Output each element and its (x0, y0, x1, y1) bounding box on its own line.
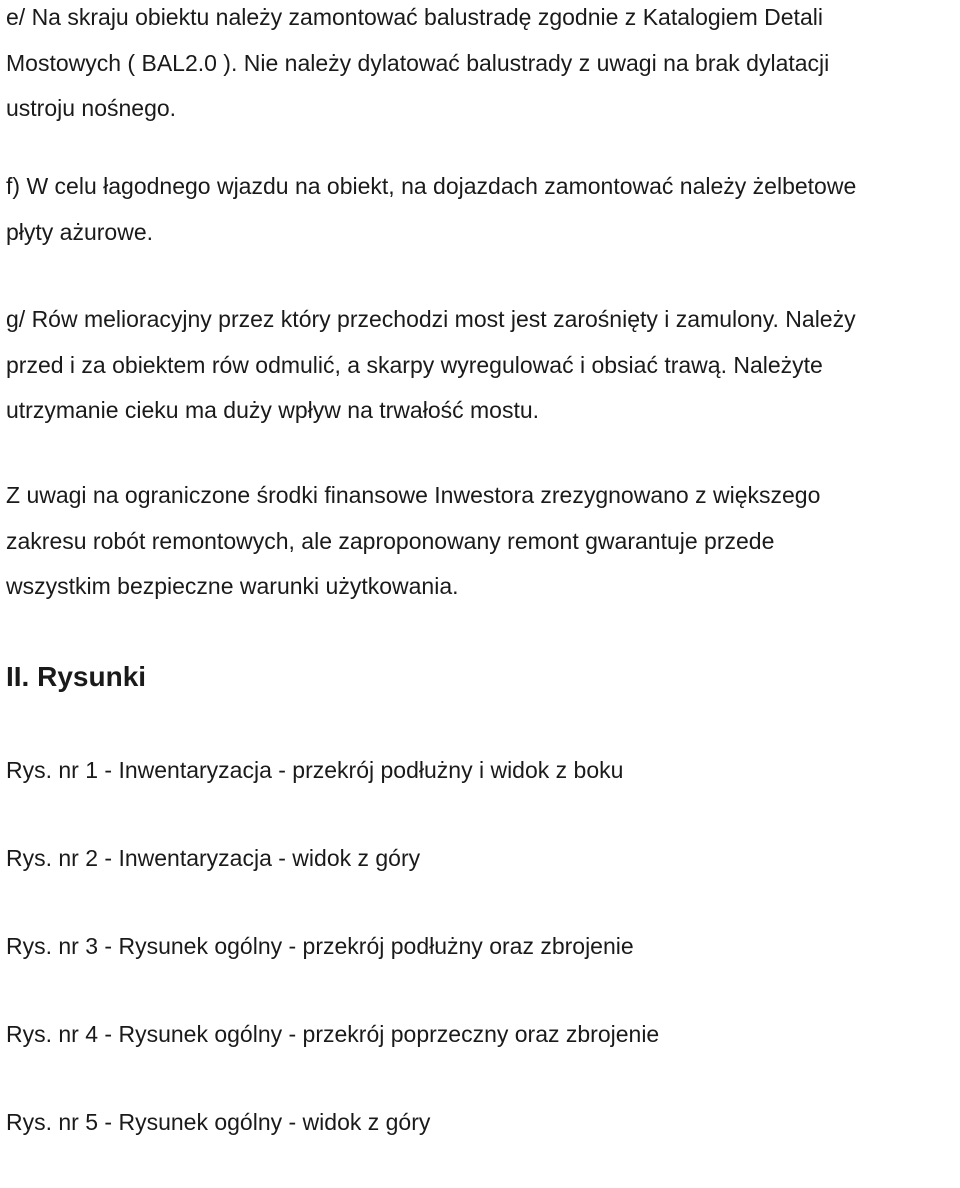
paragraph-line: płyty ażurowe. (6, 218, 154, 245)
paragraph-e-balustrade (6, 0, 829, 132)
paragraph-line: f) W celu łagodnego wjazdu na obiekt, na dojazdach zamontować należy żelbetowe (6, 173, 857, 199)
figure-list-item: Rys. nr 5 - Rysunek ogólny - widok z góry (6, 1109, 431, 1135)
paragraph-line: Z uwagi na ograniczone środki finansowe Inwestora zrezygnowano z większego (6, 482, 821, 508)
paragraph-line: przed i za obiektem rów odmulić, a skarpy wyregulować i obsiać trawą. Należyte (6, 351, 823, 378)
paragraph-line: e/ Na skraju obiektu należy zamontować balustradę zgodnie z Katalogiem Detali (6, 4, 823, 30)
figure-list-item: Rys. nr 4 - Rysunek ogólny - przekrój poprzeczny oraz zbrojenie (6, 1021, 660, 1047)
paragraph-line: ustroju nośnego. (6, 95, 177, 121)
section-heading: II. Rysunki (6, 661, 147, 692)
figure-list-item: Rys. nr 1 - Inwentaryzacja - przekrój podłużny i widok z boku (6, 757, 624, 783)
paragraph-f-access-slabs (6, 164, 856, 255)
paragraph-line: zakresu robót remontowych, ale zaproponowany remont gwarantuje przede (6, 527, 775, 554)
figure-list-item: Rys. nr 3 - Rysunek ogólny - przekrój podłużny oraz zbrojenie (6, 933, 634, 959)
paragraph-line: wszystkim bezpieczne warunki użytkowania. (6, 573, 459, 599)
figure-list (6, 748, 659, 1188)
paragraph-line: utrzymanie cieku ma duży wpływ na trwałość mostu. (6, 397, 540, 423)
figure-list-item: Rys. nr 2 - Inwentaryzacja - widok z góry (6, 845, 421, 871)
paragraph-summary (6, 473, 820, 610)
paragraph-line: Mostowych ( BAL2.0 ). Nie należy dylatować balustrady z uwagi na brak dylatacji (6, 49, 830, 76)
paragraph-line: g/ Rów melioracyjny przez który przechodzi most jest zarośnięty i zamulony. Należy (6, 306, 856, 332)
paragraph-g-ditch (6, 297, 856, 434)
